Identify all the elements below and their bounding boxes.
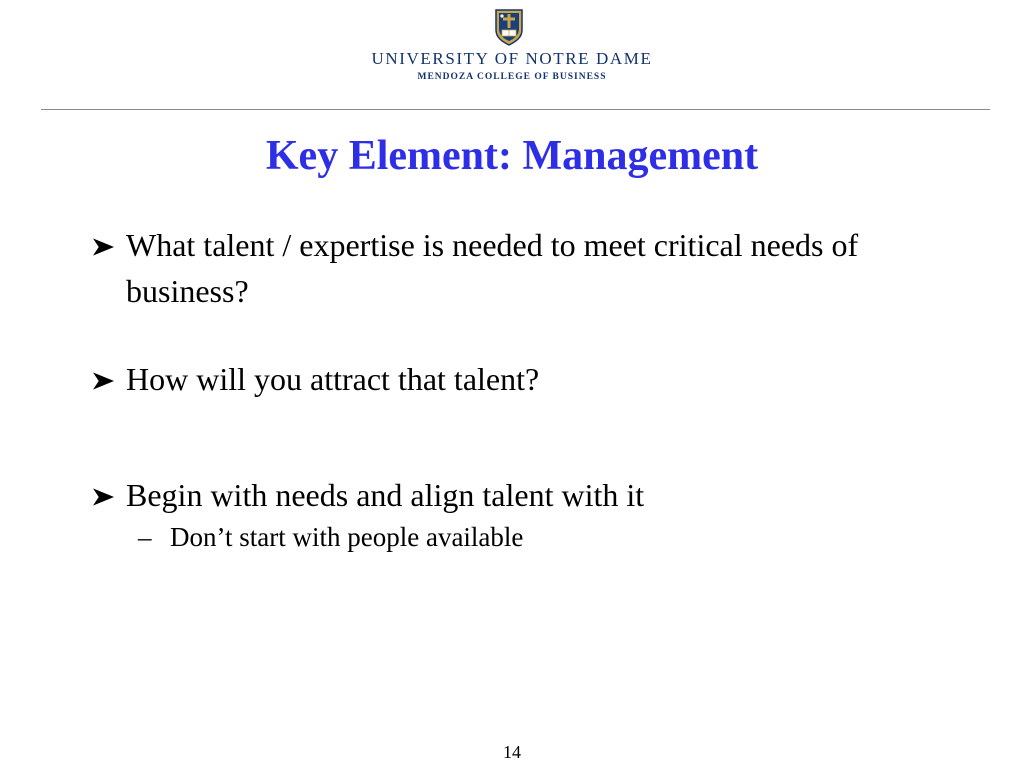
- sub-bullet-marker: –: [138, 522, 152, 552]
- sub-bullet-text: Don’t start with people available: [170, 522, 524, 552]
- slide-header: [0, 0, 1024, 110]
- college-name: MENDOZA COLLEGE OF BUSINESS: [417, 72, 607, 82]
- bullet-item: [88, 222, 968, 314]
- header-divider: [41, 109, 990, 110]
- slide-title: Key Element: Management: [265, 133, 759, 179]
- bullet-item: [88, 472, 968, 518]
- bullet-item: [88, 356, 968, 402]
- bullet-text: How will you attract that talent?: [126, 361, 540, 397]
- bullet-text: Begin with needs and align talent with it: [126, 477, 645, 513]
- university-name: UNIVERSITY OF NOTRE DAME: [371, 49, 653, 68]
- sub-bullet-item: [88, 518, 968, 556]
- arrowhead-bullet-icon: [88, 486, 118, 508]
- bullet-list: [88, 222, 968, 556]
- bullet-text: What talent / expertise is needed to meet critical needs of business?: [126, 227, 859, 309]
- notre-dame-crest-icon: [494, 8, 524, 46]
- arrowhead-bullet-icon: [88, 236, 118, 258]
- arrowhead-bullet-icon: [88, 370, 118, 392]
- page-number: 14: [503, 742, 521, 762]
